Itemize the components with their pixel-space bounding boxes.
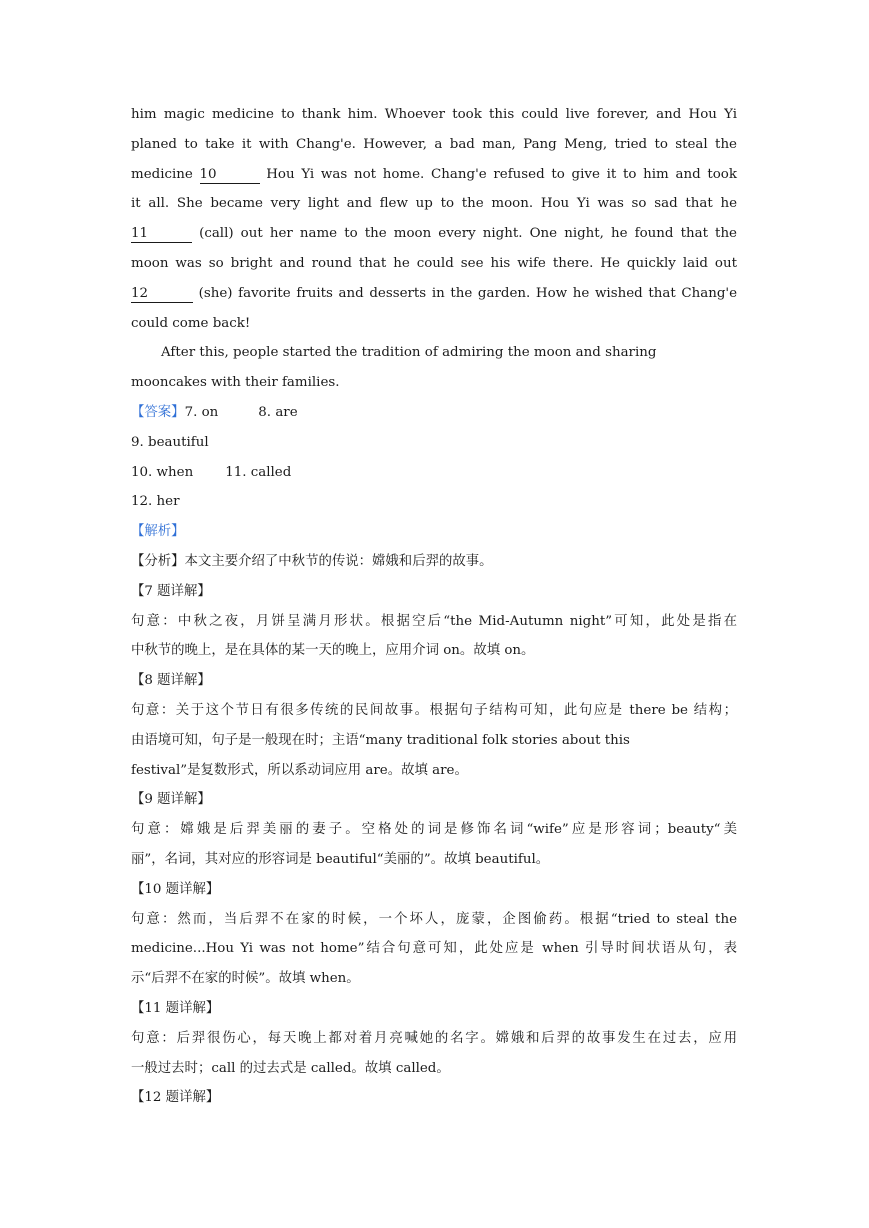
answer-line bbox=[131, 487, 737, 517]
q8-explanation: festival”是复数形式，所以系动词应用 are。故填 are。 bbox=[131, 762, 468, 778]
passage-text: medicine bbox=[131, 166, 193, 182]
q8-explanation: 句意：关于这个节日有很多传统的民间故事。根据句子结构可知，此句应是 there be 结构； bbox=[131, 702, 737, 718]
q8-title: 【8 题详解】 bbox=[131, 673, 211, 689]
answer-line bbox=[131, 398, 737, 428]
q9-explanation: 句意：嫦娥是后羿美丽的妻子。空格处的词是修饰名词“wife”应是形容词；beauty“美 bbox=[131, 822, 737, 838]
blank-10: 10 bbox=[200, 167, 260, 184]
answer-line bbox=[131, 458, 737, 488]
q10-explanation: medicine...Hou Yi was not home”结合句意可知，此处应是 when 引导时间状语从句，表 bbox=[131, 941, 737, 957]
q7-explanation: 中秋节的晚上，是在具体的某一天的晚上，应用介词 on。故填 on。 bbox=[131, 643, 535, 659]
passage-line: mooncakes with their families. bbox=[131, 375, 340, 391]
passage-line: him magic medicine to thank him. Whoever took this could live forever, and Hou Yi bbox=[131, 107, 737, 122]
analysis-summary: 【分析】本文主要介绍了中秋节的传说：嫦娥和后羿的故事。 bbox=[131, 553, 493, 569]
passage-text: (call) out her name to the moon every night. One night, he found that the bbox=[199, 226, 737, 242]
q9-title: 【9 题详解】 bbox=[131, 792, 211, 808]
answer-label: 【答案】 bbox=[131, 404, 185, 420]
q11-explanation: 一般过去时；call 的过去式是 called。故填 called。 bbox=[131, 1060, 450, 1076]
q9-explanation: 丽”，名词，其对应的形容词是 beautiful“美丽的”。故填 beautiful。 bbox=[131, 851, 550, 867]
q7-title: 【7 题详解】 bbox=[131, 583, 211, 599]
answer-line bbox=[131, 428, 737, 458]
answer-11: 11. called bbox=[225, 464, 292, 480]
blank-11: 11 bbox=[131, 226, 192, 243]
answer-7: 7. on bbox=[184, 404, 219, 420]
q11-title: 【11 题详解】 bbox=[131, 1000, 220, 1016]
q10-title: 【10 题详解】 bbox=[131, 881, 220, 897]
q7-explanation: 句意：中秋之夜，月饼呈满月形状。根据空后“the Mid-Autumn night”可知，此处是指在 bbox=[131, 613, 737, 629]
q10-explanation: 示“后羿不在家的时候”。故填 when。 bbox=[131, 971, 360, 987]
document-page bbox=[131, 100, 737, 1113]
answer-12: 12. her bbox=[131, 494, 180, 510]
passage-text: (she) favorite fruits and desserts in the garden. How he wished that Chang'e bbox=[198, 285, 737, 301]
q10-explanation: 句意：然而，当后羿不在家的时候，一个坏人，庞蒙，企图偷药。根据“tried to steal the bbox=[131, 911, 737, 927]
q11-explanation: 句意：后羿很伤心，每天晚上都对着月亮喊她的名字。嫦娥和后羿的故事发生在过去，应用 bbox=[131, 1030, 737, 1046]
answer-10: 10. when bbox=[131, 464, 194, 480]
passage-line bbox=[131, 279, 737, 309]
passage-text: Hou Yi was not home. Chang'e refused to give it to him and took bbox=[266, 166, 737, 182]
q8-explanation: 由语境可知，句子是一般现在时；主语“many traditional folk stories about this bbox=[131, 732, 630, 748]
passage-line: After this, people started the tradition of admiring the moon and sharing bbox=[161, 345, 657, 361]
answer-8: 8. are bbox=[258, 404, 298, 420]
passage-line: it all. She became very light and flew up to the moon. Hou Yi was so sad that he bbox=[131, 196, 737, 212]
blank-12: 12 bbox=[131, 286, 193, 303]
analysis-label: 【解析】 bbox=[131, 524, 185, 540]
answer-9: 9. beautiful bbox=[131, 434, 209, 450]
q12-title: 【12 题详解】 bbox=[131, 1090, 220, 1106]
passage-line: planed to take it with Chang'e. However, a bad man, Pang Meng, tried to steal the bbox=[131, 136, 737, 152]
passage-line bbox=[131, 219, 737, 249]
passage-line bbox=[131, 160, 737, 190]
passage-line: moon was so bright and round that he could see his wife there. He quickly laid out bbox=[131, 255, 737, 271]
passage-line: could come back! bbox=[131, 315, 251, 331]
